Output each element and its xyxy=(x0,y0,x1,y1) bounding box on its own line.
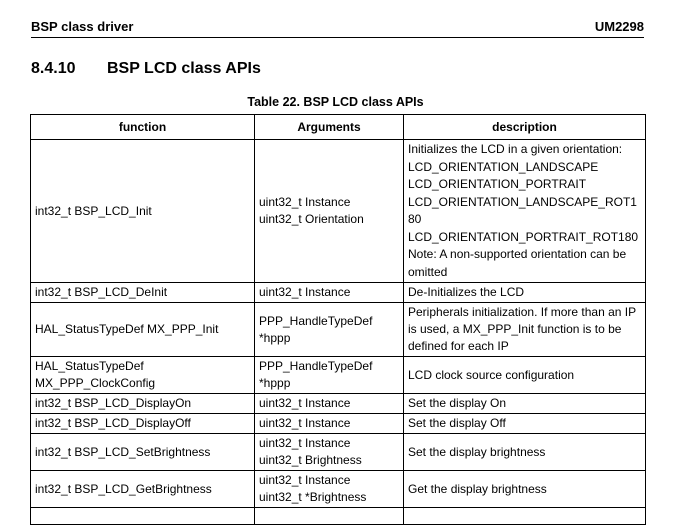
arguments-cell-line: uint32_t Instance xyxy=(259,473,351,487)
description-cell xyxy=(404,283,646,303)
table-row xyxy=(31,303,646,357)
function-cell xyxy=(31,471,255,508)
arguments-cell-line: uint32_t Brightness xyxy=(259,453,362,467)
description-cell-line: De-Initializes the LCD xyxy=(408,285,525,299)
header-left-title: BSP class driver xyxy=(31,18,134,34)
table-row xyxy=(31,394,646,414)
section-number: 8.4.10 xyxy=(31,60,76,77)
description-cell-line: Set the display brightness xyxy=(408,444,546,459)
arguments-cell-line: PPP_HandleTypeDef xyxy=(259,313,373,328)
description-cell xyxy=(404,434,646,471)
table-row-cut-off xyxy=(31,508,646,525)
description-cell-line: Peripherals initialization. If more than an IP xyxy=(408,305,637,319)
description-cell-line: Note: A non-supported orientation can be xyxy=(408,247,627,261)
description-cell xyxy=(404,414,646,434)
description-cell xyxy=(404,357,646,394)
header-doc-id: UM2298 xyxy=(594,18,644,34)
table-row xyxy=(31,357,646,394)
arguments-cell-line: PPP_HandleTypeDef xyxy=(259,359,373,373)
arguments-cell-line: uint32_t *Brightness xyxy=(259,490,367,504)
arguments-cell-line: *hppp xyxy=(259,330,291,345)
arguments-cell xyxy=(255,283,404,303)
section-heading xyxy=(31,60,261,78)
description-cell-line: LCD_ORIENTATION_LANDSCAPE_ROT1 xyxy=(408,194,637,209)
function-cell-line: HAL_StatusTypeDef MX_PPP_Init xyxy=(35,322,219,336)
arguments-cell-line: uint32_t Instance xyxy=(259,195,351,209)
empty-cell xyxy=(404,508,646,525)
function-cell-line: int32_t BSP_LCD_Init xyxy=(35,203,152,218)
function-cell-line: MX_PPP_ClockConfig xyxy=(35,376,156,390)
description-cell xyxy=(404,471,646,508)
description-cell-line: LCD_ORIENTATION_PORTRAIT_ROT180 xyxy=(408,229,639,244)
arguments-cell xyxy=(255,303,404,357)
description-cell-line: LCD_ORIENTATION_LANDSCAPE xyxy=(408,159,599,174)
description-cell-line: Set the display On xyxy=(408,396,507,410)
function-cell xyxy=(31,434,255,471)
description-cell-line: LCD clock source configuration xyxy=(408,367,575,382)
table-body xyxy=(31,140,646,525)
table-row xyxy=(31,434,646,471)
description-cell xyxy=(404,303,646,357)
arguments-cell-line: uint32_t Instance xyxy=(259,416,351,430)
arguments-cell xyxy=(255,394,404,414)
description-cell-line: defined for each IP xyxy=(408,339,509,353)
function-cell xyxy=(31,303,255,357)
table-row xyxy=(31,140,646,283)
arguments-cell xyxy=(255,414,404,434)
description-cell-line: omitted xyxy=(408,264,448,279)
function-cell-line: int32_t BSP_LCD_GetBrightness xyxy=(35,481,212,496)
description-cell-line: Get the display brightness xyxy=(408,481,547,496)
function-cell xyxy=(31,283,255,303)
api-table xyxy=(30,114,646,525)
arguments-cell-line: uint32_t Instance xyxy=(259,285,351,299)
function-cell-line: int32_t BSP_LCD_DisplayOff xyxy=(35,416,191,430)
function-cell xyxy=(31,140,255,283)
empty-cell xyxy=(255,508,404,525)
function-cell xyxy=(31,414,255,434)
page-header xyxy=(31,15,644,38)
function-cell xyxy=(31,394,255,414)
arguments-cell xyxy=(255,471,404,508)
description-cell-line: LCD_ORIENTATION_PORTRAIT xyxy=(408,177,587,191)
function-cell xyxy=(31,357,255,394)
table-row xyxy=(31,471,646,508)
function-cell-line: HAL_StatusTypeDef xyxy=(35,359,144,373)
function-cell-line: int32_t BSP_LCD_SetBrightness xyxy=(35,444,211,459)
column-header-function: function xyxy=(31,115,255,140)
table-caption: Table 22. BSP LCD class APIs xyxy=(247,95,424,109)
function-cell-line: int32_t BSP_LCD_DisplayOn xyxy=(35,396,192,410)
section-title-text: BSP LCD class APIs xyxy=(107,60,261,77)
arguments-cell-line: uint32_t Instance xyxy=(259,396,351,410)
description-cell xyxy=(404,140,646,283)
column-header-description: description xyxy=(404,115,646,140)
description-cell-line: Initializes the LCD in a given orientation: xyxy=(408,142,623,156)
empty-cell xyxy=(31,508,255,525)
table-header-row xyxy=(31,115,646,140)
function-cell-line: int32_t BSP_LCD_DeInit xyxy=(35,285,168,299)
arguments-cell-line: *hppp xyxy=(259,376,291,390)
arguments-cell-line: uint32_t Instance xyxy=(259,436,351,450)
arguments-cell xyxy=(255,357,404,394)
table-row xyxy=(31,414,646,434)
arguments-cell-line: uint32_t Orientation xyxy=(259,212,364,226)
description-cell-line: 80 xyxy=(408,212,422,226)
description-cell-line: Set the display Off xyxy=(408,416,506,430)
description-cell-line: is used, a MX_PPP_Init function is to be xyxy=(408,322,622,336)
column-header-arguments: Arguments xyxy=(255,115,404,140)
description-cell xyxy=(404,394,646,414)
arguments-cell xyxy=(255,140,404,283)
arguments-cell xyxy=(255,434,404,471)
table-row xyxy=(31,283,646,303)
